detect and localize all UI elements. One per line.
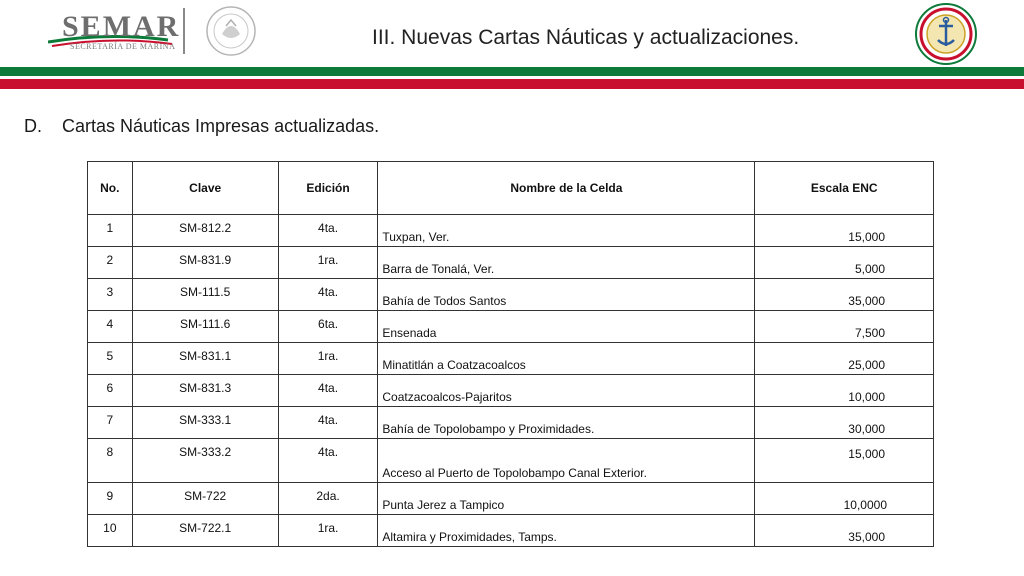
section-letter: D.	[24, 116, 42, 136]
cell-edicion: 6ta.	[278, 311, 378, 343]
table-row	[88, 311, 934, 343]
cell-clave: SM-831.3	[132, 375, 278, 407]
column-header-clave: Clave	[132, 162, 278, 215]
cell-escala: 10,000	[755, 375, 934, 407]
cell-no: 3	[88, 279, 133, 311]
column-header-edicion: Edición	[278, 162, 378, 215]
cell-nombre: Altamira y Proximidades, Tamps.	[378, 515, 755, 547]
cell-escala: 35,000	[755, 279, 934, 311]
cell-edicion: 1ra.	[278, 343, 378, 375]
cell-clave: SM-722.1	[132, 515, 278, 547]
cell-nombre: Bahía de Todos Santos	[378, 279, 755, 311]
cell-escala: 5,000	[755, 247, 934, 279]
section-heading	[24, 116, 379, 137]
cell-edicion: 4ta.	[278, 279, 378, 311]
table-row	[88, 407, 934, 439]
cell-no: 9	[88, 483, 133, 515]
cell-no: 10	[88, 515, 133, 547]
cell-clave: SM-831.9	[132, 247, 278, 279]
cell-no: 2	[88, 247, 133, 279]
cell-escala: 25,000	[755, 343, 934, 375]
cell-no: 6	[88, 375, 133, 407]
header-divider	[183, 8, 185, 54]
table-row	[88, 279, 934, 311]
header-band-green	[0, 67, 1024, 76]
cell-escala: 10,0000	[755, 483, 934, 515]
cell-no: 8	[88, 439, 133, 483]
cell-nombre: Coatzacoalcos-Pajaritos	[378, 375, 755, 407]
cell-clave: SM-812.2	[132, 215, 278, 247]
semar-logo	[48, 10, 180, 54]
cell-no: 7	[88, 407, 133, 439]
brand-subtitle: SECRETARÍA DE MARINA	[70, 42, 176, 51]
column-header-escala: Escala ENC	[755, 162, 934, 215]
cell-no: 1	[88, 215, 133, 247]
cell-nombre: Bahía de Topolobampo y Proximidades.	[378, 407, 755, 439]
national-seal-icon	[200, 4, 262, 58]
table-row	[88, 247, 934, 279]
cell-edicion: 4ta.	[278, 375, 378, 407]
cell-clave: SM-111.5	[132, 279, 278, 311]
cell-nombre: Minatitlán a Coatzacoalcos	[378, 343, 755, 375]
header	[0, 0, 1024, 66]
brand-name: SEMAR	[62, 10, 181, 43]
column-header-no: No.	[88, 162, 133, 215]
table-row	[88, 343, 934, 375]
nautical-charts-table	[87, 161, 934, 547]
table-header-row	[88, 162, 934, 215]
cell-edicion: 1ra.	[278, 515, 378, 547]
cell-escala: 15,000	[755, 439, 934, 483]
cell-escala: 30,000	[755, 407, 934, 439]
page-title: III. Nuevas Cartas Náuticas y actualizaciones.	[372, 26, 800, 49]
cell-escala: 15,000	[755, 215, 934, 247]
cell-clave: SM-333.2	[132, 439, 278, 483]
section-title: Cartas Náuticas Impresas actualizadas.	[62, 116, 380, 136]
cell-no: 4	[88, 311, 133, 343]
table-row	[88, 483, 934, 515]
cell-nombre: Barra de Tonalá, Ver.	[378, 247, 755, 279]
cell-no: 5	[88, 343, 133, 375]
cell-nombre: Punta Jerez a Tampico	[378, 483, 755, 515]
cell-edicion: 2da.	[278, 483, 378, 515]
header-band-red	[0, 79, 1024, 89]
cell-nombre: Tuxpan, Ver.	[378, 215, 755, 247]
cell-clave: SM-722	[132, 483, 278, 515]
cell-clave: SM-111.6	[132, 311, 278, 343]
table-row	[88, 439, 934, 483]
cell-clave: SM-333.1	[132, 407, 278, 439]
cell-edicion: 4ta.	[278, 215, 378, 247]
cell-edicion: 4ta.	[278, 439, 378, 483]
column-header-nombre: Nombre de la Celda	[378, 162, 755, 215]
cell-clave: SM-831.1	[132, 343, 278, 375]
navy-seal-icon	[914, 2, 978, 66]
table-row	[88, 215, 934, 247]
cell-edicion: 4ta.	[278, 407, 378, 439]
cell-escala: 7,500	[755, 311, 934, 343]
cell-escala: 35,000	[755, 515, 934, 547]
table-row	[88, 515, 934, 547]
cell-edicion: 1ra.	[278, 247, 378, 279]
cell-nombre: Acceso al Puerto de Topolobampo Canal Exterior.	[378, 439, 755, 483]
table-row	[88, 375, 934, 407]
cell-nombre: Ensenada	[378, 311, 755, 343]
